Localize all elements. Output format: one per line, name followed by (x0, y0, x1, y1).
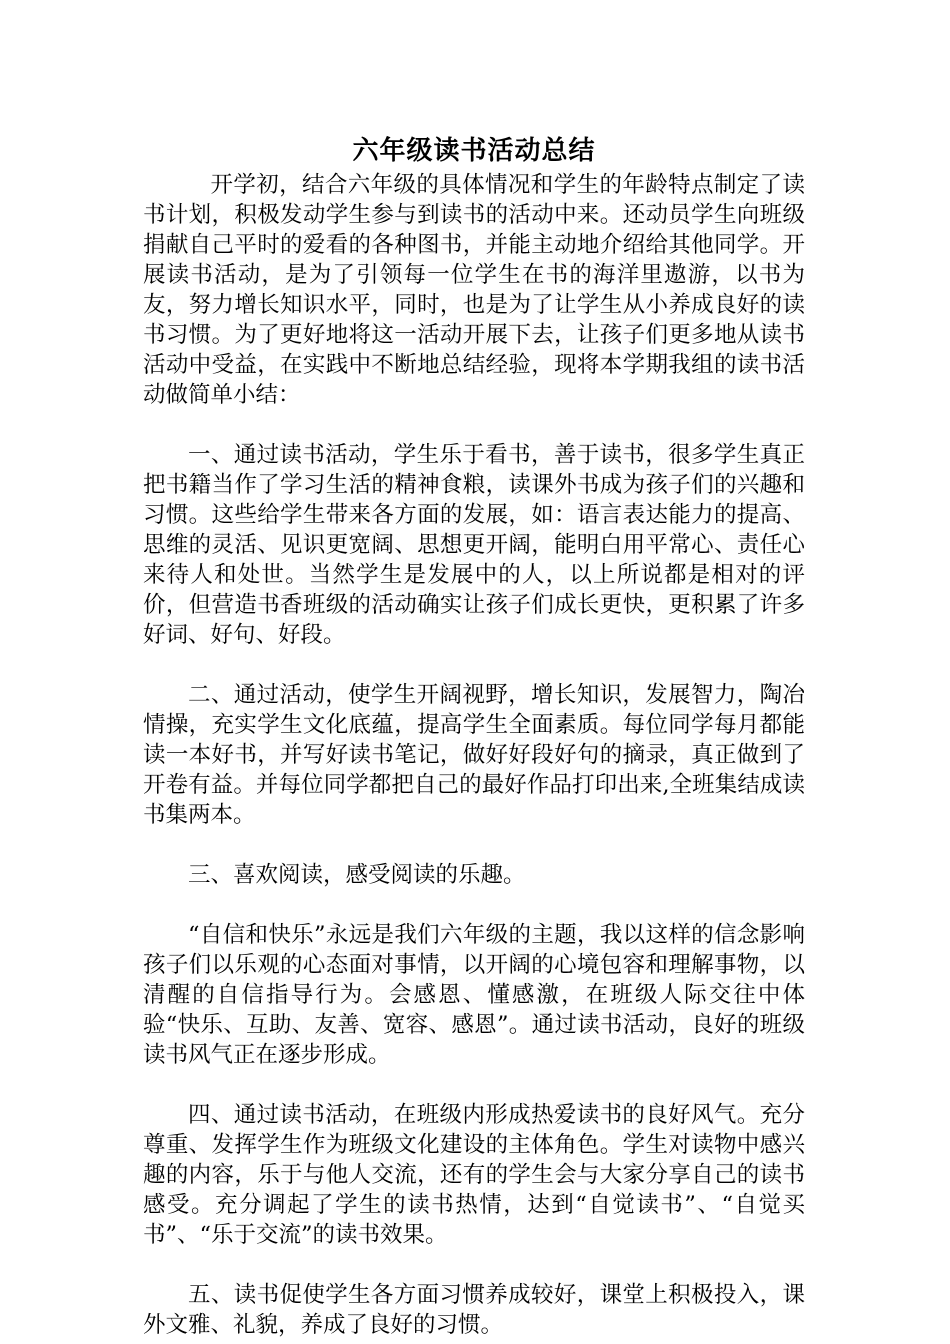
paragraph-gap (143, 1070, 805, 1100)
paragraph-gap (143, 830, 805, 860)
section-five-paragraph: 五、读书促使学生各方面习惯养成较好，课堂上积极投入，课外文雅、礼貌，养成了良好的习惯。 (143, 1282, 805, 1338)
section-three-paragraph: “自信和快乐”永远是我们六年级的主题，我以这样的信念影响孩子们以乐观的心态面对事情，以开阔的心境包容和理解事物，以清醒的自信指导行为。会感恩、懂感激，在班级人际交往中体验“快乐、互助、友善、宽容、感恩”。通过读书活动，良好的班级读书风气正在逐步形成。 (143, 922, 805, 1068)
section-four-paragraph: 四、通过读书活动，在班级内形成热爱读书的良好风气。充分尊重、发挥学生作为班级文化建设的主体角色。学生对读物中感兴趣的内容，乐于与他人交流，还有的学生会与大家分享自己的读书感受。充分调起了学生的读书热情，达到“自觉读书”、“自觉买书”、“乐于交流”的读书效果。 (143, 1102, 805, 1248)
section-three-heading: 三、喜欢阅读，感受阅读的乐趣。 (188, 862, 526, 888)
paragraph-gap (143, 890, 805, 920)
document-body (143, 132, 805, 1340)
intro-paragraph: 开学初，结合六年级的具体情况和学生的年龄特点制定了读书计划，积极发动学生参与到读书的活动中来。还动员学生向班级捐献自己平时的爱看的各种图书，并能主动地介绍给其他同学。开展读书活动，是为了引领每一位学生在书的海洋里遨游，以书为友，努力增长知识水平，同时，也是为了让学生从小养成良好的读书习惯。为了更好地将这一活动开展下去，让孩子们更多地从读书活动中受益，在实践中不断地总结经验，现将本学期我组的读书活动做简单小结： (143, 172, 805, 408)
section-two-paragraph: 二、通过活动，使学生开阔视野，增长知识，发展智力，陶冶情操，充实学生文化底蕴，提高学生全面素质。每位同学每月都能读一本好书，并写好读书笔记，做好好段好句的摘录，真正做到了开卷有益。并每位同学都把自己的最好作品打印出来,全班集结成读书集两本。 (143, 682, 805, 828)
document-title: 六年级读书活动总结 (352, 136, 596, 166)
section-one-paragraph: 一、通过读书活动，学生乐于看书，善于读书，很多学生真正把书籍当作了学习生活的精神食粮，读课外书成为孩子们的兴趣和习惯。这些给学生带来各方面的发展，如：语言表达能力的提高、思维的灵活、见识更宽阔、思想更开阔，能明白用平常心、责任心来待人和处世。当然学生是发展中的人，以上所说都是相对的评价，但营造书香班级的活动确实让孩子们成长更快，更积累了许多好词、好句、好段。 (143, 442, 805, 648)
paragraph-gap (143, 410, 805, 440)
paragraph-gap (143, 650, 805, 680)
paragraph-gap (143, 1250, 805, 1280)
